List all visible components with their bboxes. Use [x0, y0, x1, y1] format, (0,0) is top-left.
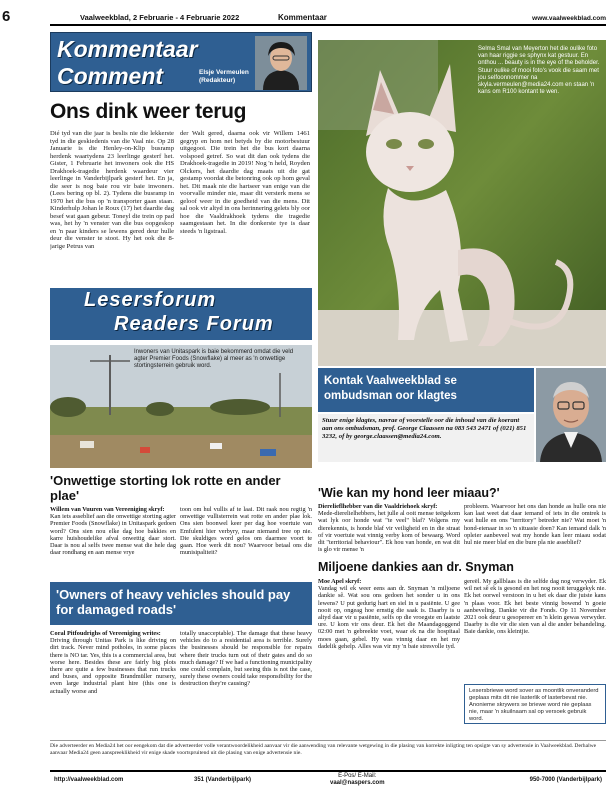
article-thanks-byline: Moe Apel skryf: [318, 578, 362, 585]
cat-photo-caption: Selma Smal van Meyerton het die oulike foto van haar riggie se sphynx kat gestuur. En onthou ... beauty is in the eye of the beholder. Stuur oulike of mooi foto's vook die saam met jou selfoonnommer na skyla.vermeulen@media24.com en staan 'n kans om R100 kontant te wen. [478, 46, 600, 96]
ombudsman-body: Stuur enige klagtes, navrae of voorstelle oor die inhoud van die koerant aan ons ombudsman, prof. George Claassen na 083 543 2471 of (021) 851 3232, of by george.claassen@media24.com. [318, 414, 534, 462]
article-vehicles-text-1: Driving through Unitas Park is like driving on dirt track. Never mind potholes, in some places there is NO tar. Yes, this is a commercial area, but worse here. Besides these are fairly big plots there are quite a few businesses that run trucks and buses, and opposite Brandmüller nursery, even large industrial plant hire (this one is actually worse and [50, 637, 176, 695]
editor-role: (Redakteur) [199, 77, 236, 84]
publication-date: Vaalweekblad, 2 Februarie - 4 Februarie 2022 [80, 13, 240, 22]
footer-phone-1: 351 (Vanderbijlpark) [194, 777, 252, 783]
article-vehicles-headline: 'Owners of heavy vehicles should pay for damaged roads' [50, 582, 312, 625]
article-thanks-column-2: gereël. My gallblaas is die selfde dag nog verwyder. Ek wil net sê ek is gesond en het nog nooit teruggekyk nie. Ek het oorwel verstoon in u het ek daar die juiste kans 'n plaas voor. Ek het beste vinnig bowend 'n goeie aanbeveling. Dankie vir die Fonds. Op 11 November 2021 ook deur u gesopereer en 'n klein gewas verwyder. Daarby is die vir die sien van al die ander behandeling. Baie dankie, ons kleintjie. [464, 578, 606, 636]
sphynx-cat-photo [318, 40, 606, 366]
editorial-column-1: Dié tyd van die jaar is beslis nie die lekkerste tyd in die geskiedenis van die Vaal nie. Op 28 Januarie is die Henley-on-Klip busramp herdenk waartydens 23 leerlinge gesterf het. Gister, 1 Februarie het inwoners ook die HS Drakhoek-tragedie herdenk waardeur vier leerlinge in Vanderbijlpark gesterf het. En ja, die seer is nog baie rou vir baie inwoners. (Lees bering op bl. 2). Tydens die busramp in 1970 het die bus op 'n transporter gaan staan. Kinderhulp Johan le Roux (17) het daardie dag besef wat gaan gebeur. Toneyl die trein op pad was, het hy 'n venster van die bus oopgeskop en 'n paar kinders se lewens gered deur hulle deur die venster te stoot. Hy het ook die 8-jarige Petrus van [50, 130, 174, 250]
page-footer [50, 770, 606, 788]
ombudsman-title: Kontak Vaalweekblad se ombudsman oor klagtes [318, 368, 534, 412]
footer-email-label: E-Pos/ E-Mail: [338, 773, 377, 779]
article-dog-column-2: probleem. Waarvoor het ons dan honde as hulle ons nie kan laat weet dat daar iemand of iets in die omtrek is wat hulle en ons "territory" betreder nie? Wat moet 'n hond-eienaar in so 'n situasie doen? Kan iemand dalk 'n opleier aanbeveel wat my honde kan leer miaau sodat hul nie meer blaf en die bure pla nie asseblief? [464, 503, 606, 547]
article-thanks-column-1 [318, 578, 460, 738]
article-dog-byline: Dierelieflhebber van die Vaaldriehoek skryf: [318, 503, 438, 510]
section-name: Kommentaar [278, 13, 327, 22]
article-dumping-column-1 [50, 506, 176, 578]
page-number: 6 [2, 8, 11, 25]
letters-policy-note: Lesersbriewe word sover as moontlik onveranderd geplaas mits dit nie lasterlik of lasterbevat nie. Anonieme skrywers se briewe word nie geplaas nie, maar 'n skuilnaam sal op versoek gebruik word. [464, 684, 606, 724]
kommentaar-title: Kommentaar [57, 36, 198, 62]
footer-email-block [330, 773, 385, 787]
lesersforum-title: Lesersforum [84, 289, 217, 311]
article-thanks-text-1: Vandag wil ek weer eens aan dr. Snyman 'n miljoene dankie sê. Wat sou ons gedoen het sonder u in ons lewens? U put gedurig hart en siel in u pasiënte. U gee nooit op, ongeag hoe ernstig die saak is. Daarby is u altyd daar vir u pasiënte, selfs op die vroegste en laatste ure. U kom vir ons deur. Ek het die Maandagoggend 02:00 met 'n gebreekte voet, waar ek na die hospitaal moes gaan, gebel. Hy was vinnig daar en het my dadelik gehelp. Alles was vir my 'n baie stresvolle tyd. [318, 585, 460, 650]
comment-title: Comment [57, 63, 164, 89]
editor-portrait [255, 36, 307, 90]
article-dog-text-1: Mede-dierelielhebbers, het julle al ooit mense teëgekom wat lyk oor honde wat "te veel" blaf? Volgens my dierekennis, is honde blaf vir veiligheid en in die straat of vir voertuie wat vinnig verby kom of bewaarg. Word dit "territorial behaviour". Ek hou van honde, en wat dit is glo vir mense 'n [318, 510, 460, 554]
footer-website-link[interactable]: http://vaalweekblad.com [54, 777, 124, 783]
editorial-column-2: der Walt gered, daarna ook vir Willem 1461 gegryp en hom net betyds by die motorbestuur uitgegooi. Die trein het die bus kort daarna volspoed getref. So wat dit dan ook tydens die Drakhoek-tragedie in 2019! Nog 'n held, Royden Olckers, het daardie dag maats uit die gat gestamp voordat die betonring ook op hom geval het. Dit maak nie die hartseer van enige van die voorvalle minder nie, maar dit versterk mens se geloof weer in die goedheid van die mens. Dit sal ook vir altyd in ons herinnering gelets bly oor hoe die Vaaldrakhoek tydens die tragedie saamgestaan het. In die donkerste tye is daar steeds 'n ligstraal. [180, 130, 310, 235]
ombudsman-box [318, 368, 606, 464]
article-dog-headline: 'Wie kan my hond leer miaau?' [318, 486, 500, 500]
footer-email-link[interactable]: vaal@naspers.com [330, 780, 385, 786]
article-thanks-headline: Miljoene dankies aan dr. Snyman [318, 560, 514, 574]
article-dumping-byline: Willem van Vuuren van Vereeniging skryf: [50, 506, 165, 513]
advertising-disclaimer: Die adverteerder en Media24 het oor eengekom dat die adverteerder volle verantwoordelikheid aanvaar vir die aanwending van relevante wetgewing in die plasing van korrekte inligting ten opsigte van sy advertensie in Vaalweekblad. Derhalwe aanvaar Media24 geen aanspreeklikheid vir enige skade voortspruitend uit die plasing van enige advertensie nie. [50, 740, 606, 757]
footer-phone-2: 950-7000 (Vanderbijlpark) [529, 777, 602, 783]
kommentaar-banner [50, 32, 312, 92]
editor-credit [199, 69, 249, 85]
header-website-link[interactable]: www.vaalweekblad.com [532, 15, 606, 22]
article-vehicles-column-1 [50, 630, 176, 738]
editor-name: Elsje Vermeulen [199, 69, 249, 76]
page-header [2, 8, 606, 26]
lesersforum-banner [50, 288, 312, 340]
dumping-photo-caption: Inwoners van Unitaspark is baie bekommerd omdat die veld agter Premier Foods (Snowflake) al meer as 'n onwettige stortingsterrein gebruik word. [134, 349, 294, 370]
ombudsman-portrait [536, 368, 606, 462]
article-dumping-headline: 'Onwettige storting lok rotte en ander plae' [50, 473, 281, 503]
article-dog-column-1 [318, 503, 460, 557]
article-vehicles-byline: Coral Pitfoudrighs of Vereeniging writes: [50, 630, 161, 637]
illegal-dumping-photo [50, 345, 312, 468]
article-dumping-column-2: toon om hul vullis af te laai. Dit raak nou regtig 'n onwettige vullisterrein wat rotte en ander plae lok. Ons sien boonwel keer per dag hoe voertuie van Emfuleni hier verbyry, maar niemand tree op nie. Die skuldiges word gelos om daarmee voort te gaan. Hoe werk dit nou? Waarvoor betaal ons die munisipaliteit? [180, 506, 312, 557]
editorial-headline: Ons dink weer terug [50, 100, 247, 123]
readers-forum-title: Readers Forum [114, 313, 274, 335]
article-vehicles-column-2: totally unacceptable). The damage that these heavy vehicles do to a residential area is terrible. Surely the businesses should be responsible for repairs where their trucks turn out of their gates and do so much damage? If we had a functioning municipality one could complain, but seeing this is not the case, surely these owners could take responsibility for the destruction they're causing? [180, 630, 312, 688]
article-dumping-text-1: Kan iets asseblief aan die onwettige storting agter Premier Foods (Snowflake) in Unitaspark gedoen word? Ons sien nou elke dag hoe bakkies en karre huishoudelike afval onwettig daar stort. Daar is nou al selfs twee mense wat die hele dag daar rondhang en aan mense vrye [50, 513, 176, 557]
